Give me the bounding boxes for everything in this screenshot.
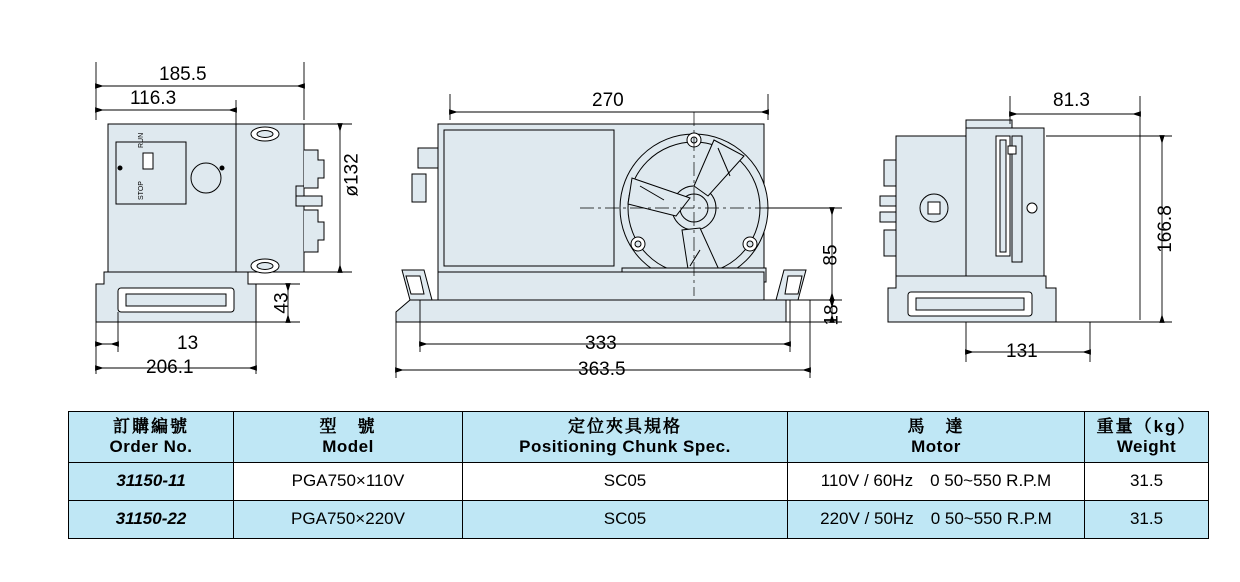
dim-363-5: 363.5 — [578, 359, 626, 380]
cell-weight: 31.5 — [1085, 463, 1209, 501]
dim-333: 333 — [585, 333, 617, 354]
dim-85: 85 — [820, 244, 842, 266]
header-model-cn: 型 號 — [319, 416, 377, 436]
dim-270: 270 — [592, 90, 624, 111]
front-view-geometry — [396, 112, 810, 322]
cell-chunk: SC05 — [463, 463, 788, 501]
table-header-row — [69, 412, 1209, 463]
dim-166-8: 166.8 — [1154, 205, 1176, 253]
header-order-no — [69, 412, 234, 463]
header-weight — [1085, 412, 1209, 463]
header-chunk-spec-cn: 定位夾具規格 — [568, 416, 682, 436]
header-motor-en: Motor — [911, 437, 961, 456]
header-chunk-spec-en: Positioning Chunk Spec. — [519, 437, 731, 456]
header-weight-en: Weight — [1116, 437, 1177, 456]
dim-dia-132: ø132 — [341, 153, 363, 197]
cell-order-no: 31150-11 — [69, 463, 234, 501]
table-row — [69, 463, 1209, 501]
dim-18: 18 — [821, 304, 843, 326]
cell-chunk: SC05 — [463, 501, 788, 539]
header-weight-cn: 重量（kg） — [1096, 416, 1197, 436]
dim-13: 13 — [177, 333, 199, 354]
spec-table — [68, 411, 1209, 539]
dim-116-3: 116.3 — [130, 88, 177, 109]
cell-model: PGA750×110V — [234, 463, 463, 501]
header-order-no-cn: 訂購編號 — [113, 416, 189, 436]
header-order-no-en: Order No. — [109, 437, 193, 456]
cell-model: PGA750×220V — [234, 501, 463, 539]
dim-131: 131 — [1006, 341, 1038, 362]
dim-43: 43 — [271, 292, 293, 314]
cell-motor: 220V / 50Hz 0 50~550 R.P.M — [788, 501, 1085, 539]
header-model — [234, 412, 463, 463]
table-row — [69, 501, 1209, 539]
header-motor — [788, 412, 1085, 463]
header-model-en: Model — [322, 437, 374, 456]
cell-order-no: 31150-22 — [69, 501, 234, 539]
cell-motor: 110V / 60Hz 0 50~550 R.P.M — [788, 463, 1085, 501]
stop-label: STOP — [138, 181, 145, 200]
run-label: RUN — [138, 132, 145, 148]
header-motor-cn: 馬 達 — [907, 416, 965, 436]
dim-185-5: 185.5 — [159, 64, 207, 85]
right-view-geometry — [880, 120, 1056, 322]
dim-206-1: 206.1 — [146, 357, 194, 378]
header-chunk-spec — [463, 412, 788, 463]
dim-81-3: 81.3 — [1053, 90, 1090, 111]
cell-weight: 31.5 — [1085, 501, 1209, 539]
